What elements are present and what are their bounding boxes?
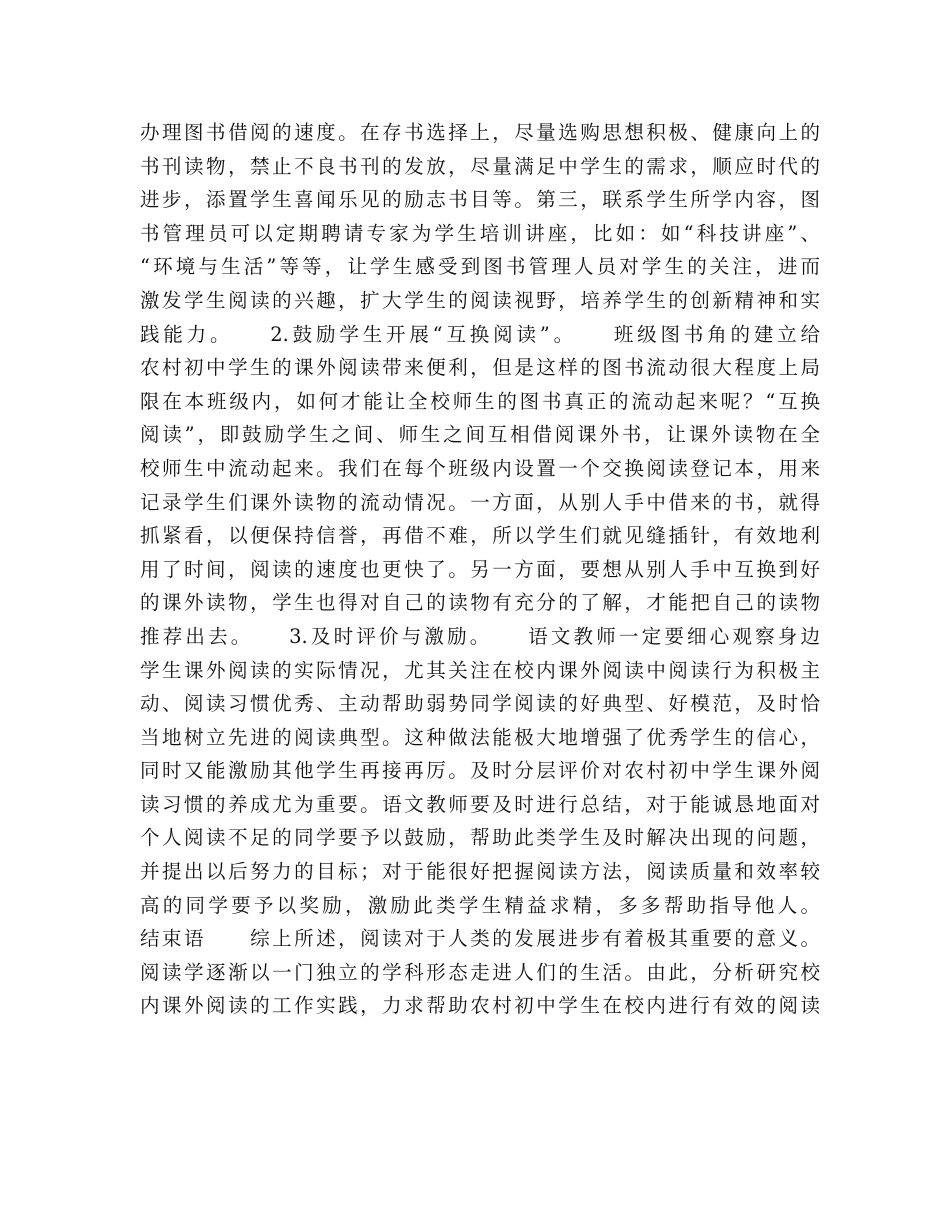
text-line: 并提出以后努力的目标；对于能很好把握阅读方法，阅读质量和效率较 xyxy=(140,860,820,884)
text-line: 同时又能激励其他学生再接再厉。及时分层评价对农村初中学生课外阅 xyxy=(140,759,820,783)
text-line: 读习惯的养成尤为重要。语文教师要及时进行总结，对于能诚恳地面对 xyxy=(140,792,820,816)
text-line: 推荐出去。 3.及时评价与激励。 语文教师一定要细心观察身边 xyxy=(140,624,820,648)
text-line: 学生课外阅读的实际情况，尤其关注在校内课外阅读中阅读行为积极主 xyxy=(140,658,820,682)
text-line: 用了时间，阅读的速度也更快了。另一方面，要想从别人手中互换到好 xyxy=(140,557,820,581)
text-line: 践能力。 2.鼓励学生开展“互换阅读”。 班级图书角的建立给 xyxy=(140,322,820,346)
text-line: 动、阅读习惯优秀、主动帮助弱势同学阅读的好典型、好模范，及时恰 xyxy=(140,692,820,716)
text-line: 结束语 综上所述，阅读对于人类的发展进步有着极其重要的意义。 xyxy=(140,927,820,951)
text-line: 阅读学逐渐以一门独立的学科形态走进人们的生活。由此，分析研究校 xyxy=(140,960,820,984)
text-line: 进步，添置学生喜闻乐见的励志书目等。第三，联系学生所学内容，图 xyxy=(140,188,820,212)
text-line: 限在本班级内，如何才能让全校师生的图书真正的流动起来呢？“互换 xyxy=(140,389,820,413)
text-line: 记录学生们课外读物的流动情况。一方面，从别人手中借来的书，就得 xyxy=(140,490,820,514)
text-line: 当地树立先进的阅读典型。这种做法能极大地增强了优秀学生的信心， xyxy=(140,725,820,749)
text-line: 的课外读物，学生也得对自己的读物有充分的了解，才能把自己的读物 xyxy=(140,591,820,615)
body-text xyxy=(140,116,820,1023)
text-line: 农村初中学生的课外阅读带来便利，但是这样的图书流动很大程度上局 xyxy=(140,356,820,380)
text-line: “环境与生活”等等，让学生感受到图书管理人员对学生的关注，进而 xyxy=(140,255,820,279)
text-line: 书刊读物，禁止不良书刊的发放，尽量满足中学生的需求，顺应时代的 xyxy=(140,154,820,178)
text-line: 内课外阅读的工作实践，力求帮助农村初中学生在校内进行有效的阅读 xyxy=(140,994,820,1018)
text-line: 书管理员可以定期聘请专家为学生培训讲座，比如：如“科技讲座”、 xyxy=(140,221,820,245)
text-line: 抓紧看，以便保持信誉，再借不难，所以学生们就见缝插针，有效地利 xyxy=(140,524,820,548)
text-line: 高的同学要予以奖励，激励此类学生精益求精，多多帮助指导他人。 xyxy=(140,893,820,917)
text-line: 个人阅读不足的同学要予以鼓励，帮助此类学生及时解决出现的问题， xyxy=(140,826,820,850)
text-line: 办理图书借阅的速度。在存书选择上，尽量选购思想积极、健康向上的 xyxy=(140,121,820,144)
text-line: 激发学生阅读的兴趣，扩大学生的阅读视野，培养学生的创新精神和实 xyxy=(140,288,820,312)
text-line: 校师生中流动起来。我们在每个班级内设置一个交换阅读登记本，用来 xyxy=(140,456,820,480)
text-line: 阅读”，即鼓励学生之间、师生之间互相借阅课外书，让课外读物在全 xyxy=(140,423,820,447)
